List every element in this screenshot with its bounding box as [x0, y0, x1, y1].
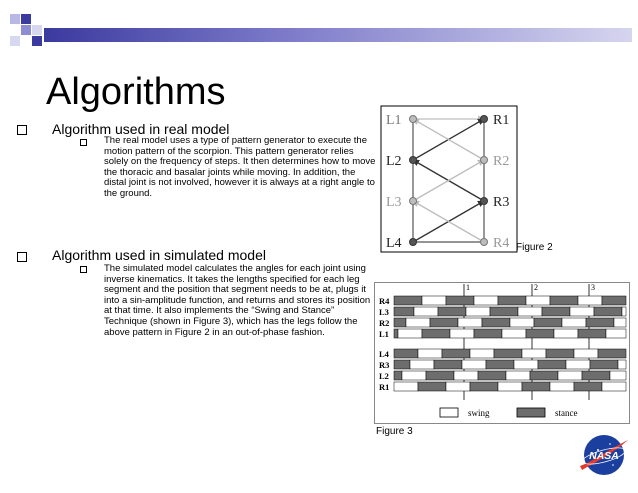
leg-label-r1: R1: [493, 113, 510, 128]
swing-bar: [622, 307, 626, 316]
stance-bar: [482, 318, 510, 327]
page-title: Algorithms: [46, 71, 226, 113]
stance-bar: [498, 296, 526, 305]
stance-bar: [530, 371, 558, 380]
swing-bar: [402, 371, 426, 380]
swing-bar: [394, 382, 418, 391]
leg-node: [410, 198, 417, 205]
stance-bar: [430, 318, 458, 327]
swing-bar: [566, 360, 590, 369]
row-label-r1: R1: [379, 382, 390, 392]
stance-bar: [394, 296, 422, 305]
stance-bar: [394, 360, 410, 369]
figure-2-caption: Figure 2: [516, 242, 553, 253]
row-label-l2: L2: [379, 371, 389, 381]
deco-bar: [44, 28, 632, 42]
stance-bar: [534, 318, 562, 327]
swing-bar: [406, 318, 430, 327]
bullet-detail: The real model uses a type of pattern generator to execute the motion pattern of the scorpion. This pattern generator relies solely on the frequency of steps. It then determines how to move the thoracic and basalar joints while moving. In addition, the distal joint is not involved, however it is always at a right angle to the ground.: [104, 135, 376, 199]
row-label-r4: R4: [379, 296, 390, 306]
stance-bar: [394, 318, 406, 327]
bullet-marker: [17, 252, 27, 262]
sub-bullet-marker: [80, 266, 87, 273]
stance-bar: [522, 382, 550, 391]
stance-bar: [434, 360, 462, 369]
stance-bar: [582, 371, 610, 380]
swing-bar: [454, 371, 478, 380]
leg-node: [481, 116, 488, 123]
deco-square: [21, 25, 31, 35]
swing-bar: [418, 349, 442, 358]
swing-bar: [570, 307, 594, 316]
leg-node: [410, 157, 417, 164]
leg-label-r2: R2: [493, 154, 510, 169]
swing-bar: [450, 329, 474, 338]
stance-bar: [594, 307, 622, 316]
bullet-heading: Algorithm used in simulated model: [52, 247, 266, 263]
stance-bar: [490, 307, 518, 316]
swing-bar: [526, 296, 550, 305]
leg-label-l3: L3: [386, 195, 402, 210]
swing-bar: [498, 382, 522, 391]
stance-bar: [394, 371, 402, 380]
deco-square: [32, 25, 42, 35]
swing-bar: [510, 318, 534, 327]
deco-square: [21, 14, 31, 24]
swing-bar: [462, 360, 486, 369]
deco-square: [10, 36, 20, 46]
leg-node: [410, 116, 417, 123]
leg-label-l4: L4: [386, 236, 402, 251]
tick-label: 3: [591, 283, 595, 292]
figure-2-leg-diagram: [380, 105, 518, 253]
tick-label: 2: [534, 283, 538, 292]
leg-node: [481, 198, 488, 205]
swing-bar: [518, 307, 542, 316]
stance-bar: [538, 360, 566, 369]
swing-bar: [562, 318, 586, 327]
swing-bar: [550, 382, 574, 391]
stance-bar: [526, 329, 554, 338]
stance-bar: [578, 329, 606, 338]
legend-stance-label: stance: [555, 408, 578, 418]
legend-swing-swatch: [440, 408, 458, 417]
stance-bar: [394, 329, 398, 338]
swing-bar: [466, 307, 490, 316]
leg-node: [481, 239, 488, 246]
stance-bar: [586, 318, 614, 327]
stance-bar: [426, 371, 454, 380]
leg-node: [481, 157, 488, 164]
swing-bar: [446, 382, 470, 391]
stance-bar: [574, 382, 602, 391]
leg-label-r4: R4: [493, 236, 510, 251]
stance-bar: [394, 349, 418, 358]
figure-3-gait-chart: [374, 282, 630, 424]
swing-bar: [470, 349, 494, 358]
stance-bar: [486, 360, 514, 369]
leg-label-l2: L2: [386, 154, 402, 169]
stance-bar: [494, 349, 522, 358]
legend-swing-label: swing: [468, 408, 490, 418]
bullet-marker: [17, 125, 27, 135]
stance-bar: [542, 307, 570, 316]
swing-bar: [398, 329, 422, 338]
swing-bar: [618, 360, 626, 369]
deco-square: [10, 14, 20, 24]
stance-bar: [470, 382, 498, 391]
legend-stance-swatch: [517, 408, 545, 417]
leg-label-l1: L1: [386, 113, 402, 128]
swing-bar: [422, 296, 446, 305]
nasa-wordmark: NASA: [589, 450, 619, 462]
stance-bar: [598, 349, 626, 358]
swing-bar: [474, 296, 498, 305]
sub-bullet-marker: [80, 139, 87, 146]
tick-label: 1: [466, 283, 470, 292]
swing-bar: [414, 307, 438, 316]
swing-bar: [602, 382, 626, 391]
swing-bar: [558, 371, 582, 380]
swing-bar: [458, 318, 482, 327]
row-label-l1: L1: [379, 329, 389, 339]
swing-bar: [410, 360, 434, 369]
swing-bar: [610, 371, 626, 380]
stance-bar: [446, 296, 474, 305]
stance-bar: [422, 329, 450, 338]
row-label-r2: R2: [379, 318, 390, 328]
swing-bar: [522, 349, 546, 358]
swing-bar: [502, 329, 526, 338]
row-label-r3: R3: [379, 360, 390, 370]
leg-node: [410, 239, 417, 246]
row-label-l3: L3: [379, 307, 389, 317]
swing-bar: [554, 329, 578, 338]
stance-bar: [550, 296, 578, 305]
swing-bar: [578, 296, 602, 305]
swing-bar: [574, 349, 598, 358]
bullet-heading: Algorithm used in real model: [52, 121, 230, 137]
stance-bar: [602, 296, 626, 305]
stance-bar: [394, 307, 414, 316]
stance-bar: [438, 307, 466, 316]
figure-3-caption: Figure 3: [376, 426, 413, 437]
stance-bar: [418, 382, 446, 391]
deco-square: [32, 36, 42, 46]
stance-bar: [478, 371, 506, 380]
swing-bar: [614, 318, 626, 327]
bullet-detail: The simulated model calculates the angles for each joint using inverse kinematics. It takes the lengths specified for each leg segment and the position that segment needs to be at, plugs it into a sin-amplitude function, and returns and stores its position at that time. It also implements the “Swing and Stance” Technique (shown in Figure 3), which has the legs follow the above pattern in Figure 2 in an out-of-phase fashion.: [104, 263, 371, 338]
row-label-l4: L4: [379, 349, 389, 359]
stance-bar: [546, 349, 574, 358]
swing-bar: [514, 360, 538, 369]
leg-label-r3: R3: [493, 195, 510, 210]
stance-bar: [442, 349, 470, 358]
swing-bar: [606, 329, 626, 338]
stance-bar: [474, 329, 502, 338]
nasa-logo: [578, 432, 630, 478]
swing-bar: [506, 371, 530, 380]
stance-bar: [590, 360, 618, 369]
